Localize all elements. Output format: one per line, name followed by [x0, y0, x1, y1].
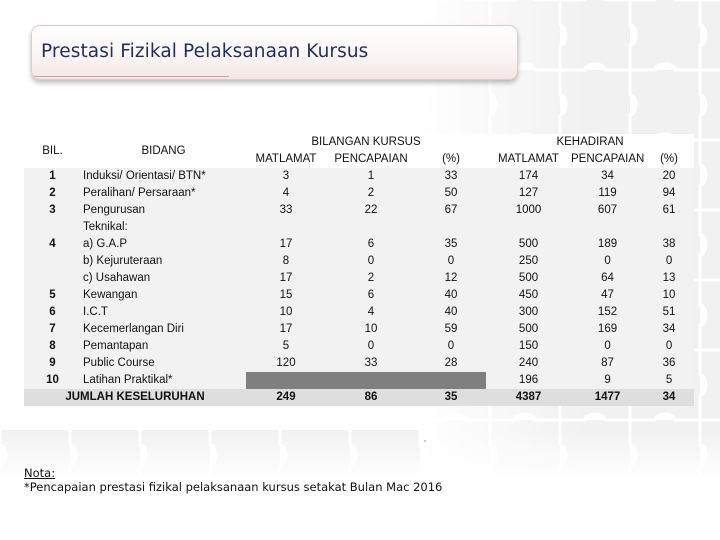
- cell-kh-pct: 20: [644, 168, 694, 185]
- cell-bk-matlamat: [246, 219, 326, 236]
- cell-kh-matlamat: 500: [486, 321, 571, 338]
- table-row: [24, 304, 694, 321]
- cell-bil: 2: [24, 185, 81, 202]
- cell-bk-matlamat: 15: [246, 287, 326, 304]
- cell-bil: 3: [24, 202, 81, 219]
- cell-bil: 9: [24, 355, 81, 372]
- cell-kh-pct: 34: [644, 321, 694, 338]
- table-row: [24, 253, 694, 270]
- cell-kh-pencapaian: 152: [571, 304, 644, 321]
- cell-bk-pencapaian: 6: [326, 236, 416, 253]
- table-row: [24, 236, 694, 253]
- cell-bidang: b) Kejuruteraan: [81, 253, 246, 270]
- cell-bidang: a) G.A.P: [81, 236, 246, 253]
- cell-kh-pct: [644, 219, 694, 236]
- header-bk-pct: (%): [416, 151, 486, 168]
- cell-bk-pct: 12: [416, 270, 486, 287]
- cell-bk-pct: 40: [416, 304, 486, 321]
- cell-bk-pct: 50: [416, 185, 486, 202]
- cell-kh-matlamat: 500: [486, 236, 571, 253]
- cell-bk-pencapaian: 6: [326, 287, 416, 304]
- total-bk-matlamat: 249: [246, 389, 326, 406]
- cell-bk-pencapaian: 33: [326, 355, 416, 372]
- table-row: [24, 270, 694, 287]
- cell-kh-pencapaian: 169: [571, 321, 644, 338]
- total-kh-pencapaian: 1477: [571, 389, 644, 406]
- cell-bk-pct: 0: [416, 253, 486, 270]
- cell-kh-matlamat: 174: [486, 168, 571, 185]
- cell-kh-pct: 5: [644, 372, 694, 389]
- cell-bidang: Peralihan/ Persaraan*: [81, 185, 246, 202]
- cell-bk-pct: 28: [416, 355, 486, 372]
- cell-bil: [24, 219, 81, 236]
- cell-kh-pct: 61: [644, 202, 694, 219]
- footnote-text: *Pencapaian prestasi fizikal pelaksanaan kursus setakat Bulan Mac 2016: [24, 480, 443, 494]
- cell-bk-pencapaian: 2: [326, 185, 416, 202]
- header-kh-pencapaian: PENCAPAIAN: [571, 151, 644, 168]
- cell-bil: 1: [24, 168, 81, 185]
- cell-kh-matlamat: 150: [486, 338, 571, 355]
- cell-bk-pct: 40: [416, 287, 486, 304]
- cell-kh-pencapaian: 34: [571, 168, 644, 185]
- total-kh-pct: 34: [644, 389, 694, 406]
- cell-kh-pencapaian: 189: [571, 236, 644, 253]
- total-bk-pct: 35: [416, 389, 486, 406]
- total-label: JUMLAH KESELURUHAN: [24, 389, 246, 406]
- cell-bk-matlamat: 120: [246, 355, 326, 372]
- cell-kh-pencapaian: [571, 219, 644, 236]
- cell-bidang: Kecemerlangan Diri: [81, 321, 246, 338]
- title-underline: [34, 76, 229, 77]
- cell-kh-matlamat: 1000: [486, 202, 571, 219]
- cell-bk-matlamat: 17: [246, 321, 326, 338]
- cell-bidang: c) Usahawan: [81, 270, 246, 287]
- cell-bidang: I.C.T: [81, 304, 246, 321]
- cell-kh-pct: 51: [644, 304, 694, 321]
- cell-kh-matlamat: 300: [486, 304, 571, 321]
- cell-bk-pct: 33: [416, 168, 486, 185]
- cell-bidang: Public Course: [81, 355, 246, 372]
- table-row: [24, 287, 694, 304]
- cell-bidang: Induksi/ Orientasi/ BTN*: [81, 168, 246, 185]
- cell-kh-pct: 94: [644, 185, 694, 202]
- table-row: [24, 321, 694, 338]
- cell-bk-pencapaian: 2: [326, 270, 416, 287]
- header-bidang: BIDANG: [81, 134, 246, 168]
- cell-bil: [24, 270, 81, 287]
- cell-bk-matlamat: 3: [246, 168, 326, 185]
- table-row: [24, 185, 694, 202]
- cell-kh-matlamat: 450: [486, 287, 571, 304]
- table-row: [24, 372, 694, 389]
- cell-bil: 8: [24, 338, 81, 355]
- cell-bk-matlamat: 17: [246, 236, 326, 253]
- cell-bidang: Teknikal:: [81, 219, 246, 236]
- cell-bil: 4: [24, 236, 81, 253]
- cell-bk-pencapaian: 4: [326, 304, 416, 321]
- table-row: [24, 219, 694, 236]
- cell-bil: 7: [24, 321, 81, 338]
- cell-kh-pct: 13: [644, 270, 694, 287]
- cell-bil: 10: [24, 372, 81, 389]
- header-bk-pencapaian: PENCAPAIAN: [326, 151, 416, 168]
- cell-kh-pct: 38: [644, 236, 694, 253]
- cell-bk-matlamat: 5: [246, 338, 326, 355]
- cell-bk-pct: 59: [416, 321, 486, 338]
- total-kh-matlamat: 4387: [486, 389, 571, 406]
- cell-kh-pencapaian: 119: [571, 185, 644, 202]
- cell-bk-pencapaian-blocked: [326, 372, 416, 389]
- cell-kh-matlamat: 240: [486, 355, 571, 372]
- cell-bil: [24, 253, 81, 270]
- table-row: [24, 168, 694, 185]
- table-row: [24, 338, 694, 355]
- cell-bk-matlamat: 4: [246, 185, 326, 202]
- cell-bil: 5: [24, 287, 81, 304]
- cell-kh-pct: 0: [644, 253, 694, 270]
- cell-bk-pencapaian: [326, 219, 416, 236]
- cell-bidang: Latihan Praktikal*: [81, 372, 246, 389]
- cell-kh-pct: 10: [644, 287, 694, 304]
- cell-bidang: Kewangan: [81, 287, 246, 304]
- cell-kh-pct: 36: [644, 355, 694, 372]
- decorative-dot: [424, 440, 426, 442]
- cell-kh-matlamat: 196: [486, 372, 571, 389]
- total-row: [24, 389, 694, 406]
- cell-kh-pencapaian: 87: [571, 355, 644, 372]
- cell-bk-matlamat-blocked: [246, 372, 326, 389]
- cell-bk-pct-blocked: [416, 372, 486, 389]
- title-banner: [31, 25, 518, 80]
- header-kh-matlamat: MATLAMAT: [486, 151, 571, 168]
- cell-bk-pct: 67: [416, 202, 486, 219]
- cell-kh-matlamat: 250: [486, 253, 571, 270]
- cell-bk-pencapaian: 10: [326, 321, 416, 338]
- cell-bidang: Pengurusan: [81, 202, 246, 219]
- cell-kh-pencapaian: 9: [571, 372, 644, 389]
- header-kehadiran: KEHADIRAN: [486, 134, 694, 151]
- cell-bidang: Pemantapan: [81, 338, 246, 355]
- cell-kh-matlamat: [486, 219, 571, 236]
- cell-kh-pencapaian: 47: [571, 287, 644, 304]
- cell-bil: 6: [24, 304, 81, 321]
- cell-kh-matlamat: 127: [486, 185, 571, 202]
- cell-kh-pencapaian: 0: [571, 253, 644, 270]
- cell-kh-pencapaian: 64: [571, 270, 644, 287]
- cell-kh-pct: 0: [644, 338, 694, 355]
- performance-table-container: [24, 134, 694, 406]
- cell-bk-pencapaian: 0: [326, 338, 416, 355]
- cell-kh-pencapaian: 0: [571, 338, 644, 355]
- table-row: [24, 202, 694, 219]
- cell-bk-pencapaian: 22: [326, 202, 416, 219]
- header-bk-matlamat: MATLAMAT: [246, 151, 326, 168]
- cell-bk-pencapaian: 1: [326, 168, 416, 185]
- cell-bk-matlamat: 10: [246, 304, 326, 321]
- performance-table: [24, 134, 694, 406]
- slide-title: Prestasi Fizikal Pelaksanaan Kursus: [41, 41, 369, 62]
- table-row: [24, 355, 694, 372]
- cell-bk-pct: 35: [416, 236, 486, 253]
- cell-bk-pencapaian: 0: [326, 253, 416, 270]
- header-bil: BIL.: [24, 134, 81, 168]
- footnote-title: Nota:: [24, 466, 56, 480]
- cell-kh-pencapaian: 607: [571, 202, 644, 219]
- cell-bk-matlamat: 17: [246, 270, 326, 287]
- cell-kh-matlamat: 500: [486, 270, 571, 287]
- cell-bk-matlamat: 8: [246, 253, 326, 270]
- footnote: [24, 466, 442, 494]
- cell-bk-pct: 0: [416, 338, 486, 355]
- total-bk-pencapaian: 86: [326, 389, 416, 406]
- cell-bk-pct: [416, 219, 486, 236]
- cell-bk-matlamat: 33: [246, 202, 326, 219]
- header-bilangan-kursus: BILANGAN KURSUS: [246, 134, 486, 151]
- header-kh-pct: (%): [644, 151, 694, 168]
